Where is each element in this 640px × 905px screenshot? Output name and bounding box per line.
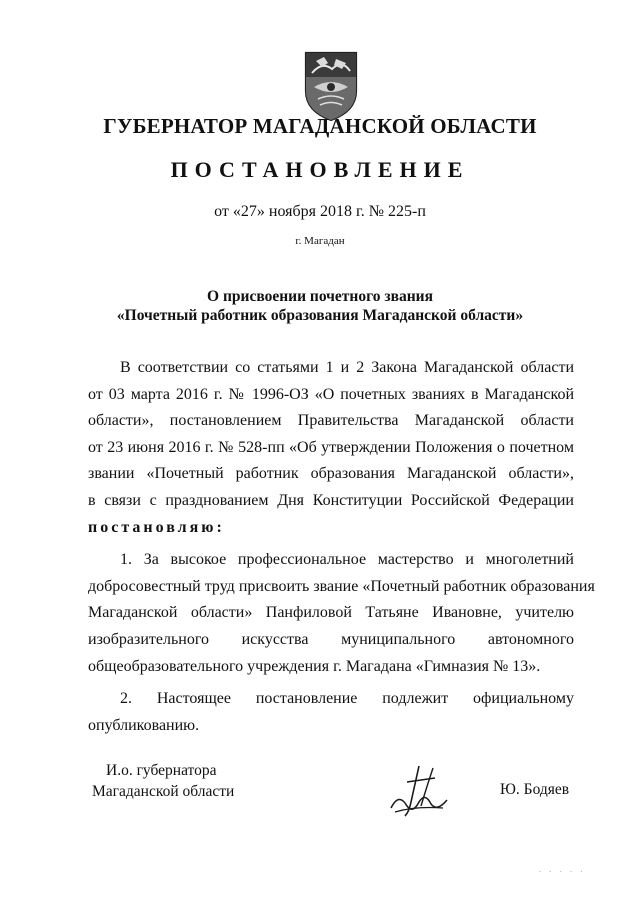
item-1-line: общеобразовательного учреждения г. Магадана «Гимназия № 13». (88, 657, 541, 675)
preamble-line: от 23 июня 2016 г. № 528-пп «Об утверждении Положения о почетном (88, 438, 574, 456)
preamble-line: звании «Почетный работник образования Магаданской области», (88, 465, 574, 483)
signatory-title-line: Магаданской области (92, 783, 235, 800)
item-1-line: добросовестный труд присвоить звание «Почетный работник образования (88, 577, 595, 595)
preamble-line: области», постановлением Правительства Магаданской области (88, 412, 574, 430)
document-subject (0, 287, 640, 325)
document-city: г. Магадан (295, 235, 345, 247)
document-body (88, 355, 595, 739)
item-1-line: изобразительного искусства муниципального автономного (88, 630, 574, 648)
subject-line: О присвоении почетного звания (207, 288, 433, 305)
signatory-title-line: И.о. губернатора (106, 762, 217, 779)
document-type: ПОСТАНОВЛЕНИЕ (170, 157, 470, 182)
decree-word: постановляю: (88, 518, 225, 536)
issuing-authority: ГУБЕРНАТОР МАГАДАНСКОЙ ОБЛАСТИ (103, 114, 537, 138)
subject-line: «Почетный работник образования Магаданской области» (116, 307, 524, 324)
handwritten-signature (385, 762, 453, 820)
item-2-line: опубликованию. (88, 716, 200, 734)
preamble-line: В соответствии со статьями 1 и 2 Закона Магаданской области (120, 359, 574, 376)
item-1-line: 1. За высокое профессиональное мастерство и многолетний (120, 551, 574, 569)
preamble-line: от 03 марта 2016 г. № 1996-ОЗ «О почетных званиях в Магаданской (88, 385, 574, 403)
item-1-line: Магаданской области» Панфиловой Татьяне Ивановне, учителю (88, 604, 574, 622)
document-date-number: от «27» ноября 2018 г. № 225-п (214, 203, 426, 220)
item-2-line: 2. Настоящее постановление подлежит официальному (120, 690, 574, 708)
preamble-line: в связи с празднованием Дня Конституции Российской Федерации (88, 491, 574, 509)
signatory-title (92, 760, 234, 802)
signatory-name: Ю. Бодяев (500, 781, 570, 798)
coat-of-arms-icon (302, 47, 360, 123)
scan-marks: · · · · · (538, 866, 586, 878)
